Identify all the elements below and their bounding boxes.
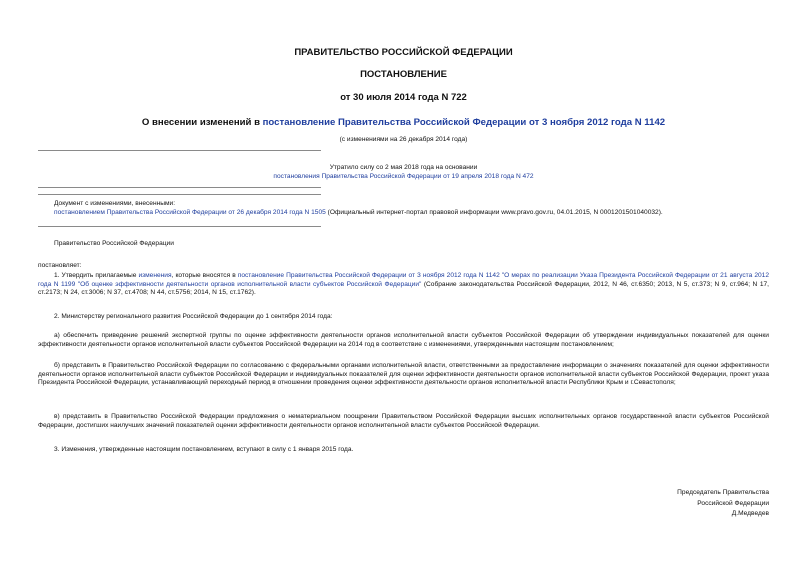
paragraph-3: 3. Изменения, утвержденные настоящим постановлением, вступают в силу с 1 января 2015 года.: [54, 446, 354, 453]
expired-link-line: [0, 173, 807, 182]
doc-changes-link[interactable]: постановлением Правительства Российской Федерации от 26 декабря 2014 года N 1505: [54, 208, 326, 216]
paragraph-2: 2. Министерству регионального развития Российской Федерации до 1 сентября 2014 года:: [54, 313, 333, 320]
separator-line: [38, 194, 321, 195]
title-link[interactable]: постановление Правительства Российской Федерации от 3 ноября 2012 года N 1142: [262, 117, 666, 128]
separator-line: [38, 187, 321, 188]
signature-name: Д.Медведев: [731, 510, 769, 517]
doc-changes-source: (Официальный интернет-портал правовой информации www.pravo.gov.ru, 04.01.2015, N 0001201501040032).: [325, 208, 663, 216]
paragraph-2b: б) представить в Правительство Российской Федерации по согласованию с федеральными органами исполнительной власти, ответственными за предоставление информации о значениях показателей для оценки эффективности деятельности органов исполнительной власти субъектов Российской Федерации и индивидуальных показателей для оценки эффективности деятельности органов исполнительной власти субъектов Российской Федерации, проект указа Президента Российской Федерации, устанавливающий переходный период в отношении проведения оценки эффективности деятельности органов исполнительной власти Республики Крым и г.Севастополя;: [38, 362, 769, 387]
signature-block: [677, 488, 769, 520]
p1-text-c: (Собрание законодательства Российской Федерации, 2012, N 46, ст.6350; 2013, N 5, ст.373; N 9, ст.964; N 17, ст.2173; N 24, ст.3006; N 37, ст.4708; N 44, ст.5756; 2014, N 15, ст.1762).: [38, 280, 769, 297]
expired-link[interactable]: постановления Правительства Российской Федерации от 19 апреля 2018 года N 472: [273, 173, 534, 180]
p1-text-b: , которые вносятся в: [171, 272, 238, 279]
doc-changes-label: Документ с изменениями, внесенными:: [54, 200, 176, 207]
title-prefix: О внесении изменений в: [141, 117, 263, 128]
p1-link-decree[interactable]: постановление Правительства Российской Федерации от 3 ноября 2012 года N 1142 "О мерах по реализации Указа Президента Российской Федерации от 21 августа 2012 года N 1199 "Об оценке эффективности деятельности органов исполнительной власти субъектов Российской Федерации": [38, 272, 769, 288]
document-type: ПОСТАНОВЛЕНИЕ: [360, 69, 447, 80]
government-heading: ПРАВИТЕЛЬСТВО РОССИЙСКОЙ ФЕДЕРАЦИИ: [294, 47, 513, 58]
p1-link-changes[interactable]: изменения: [138, 272, 172, 279]
document-title: [0, 117, 807, 128]
paragraph-1: [38, 272, 769, 298]
changes-note: (с изменениями на 26 декабря 2014 года): [339, 136, 468, 143]
decides-text: постановляет:: [38, 262, 82, 269]
paragraph-2a: а) обеспечить приведение решений экспертной группы по оценке эффективности деятельности органов исполнительной власти субъектов Российской Федерации об утверждении индивидуальных показателей для оценки эффективности деятельности органов исполнительной власти субъектов Российской Федерации на 2014 год в соответствие с изменениями, утвержденными настоящим постановлением;: [38, 332, 769, 348]
separator-line: [38, 226, 321, 227]
expired-line: Утратило силу со 2 мая 2018 года на основании: [329, 164, 478, 171]
doc-changes-line: [38, 209, 769, 218]
signature-org: Российской Федерации: [697, 499, 769, 507]
doc-changes-block: [38, 200, 769, 217]
p1-text-a: 1. Утвердить прилагаемые: [54, 272, 139, 279]
separator-line: [38, 150, 321, 151]
document-date-number: от 30 июля 2014 года N 722: [340, 92, 467, 103]
paragraph-2c: в) представить в Правительство Российской Федерации предложения о нематериальном поощрении Правительством Российской Федерации высших исполнительных органов государственной власти субъектов Российской Федерации, достигших наилучших значений показателей оценки эффективности деятельности органов исполнительной власти субъектов Российской Федерации.: [38, 413, 769, 429]
signature-title: Председатель Правительства: [677, 489, 769, 496]
gov-rf-text: Правительство Российской Федерации: [54, 240, 174, 247]
